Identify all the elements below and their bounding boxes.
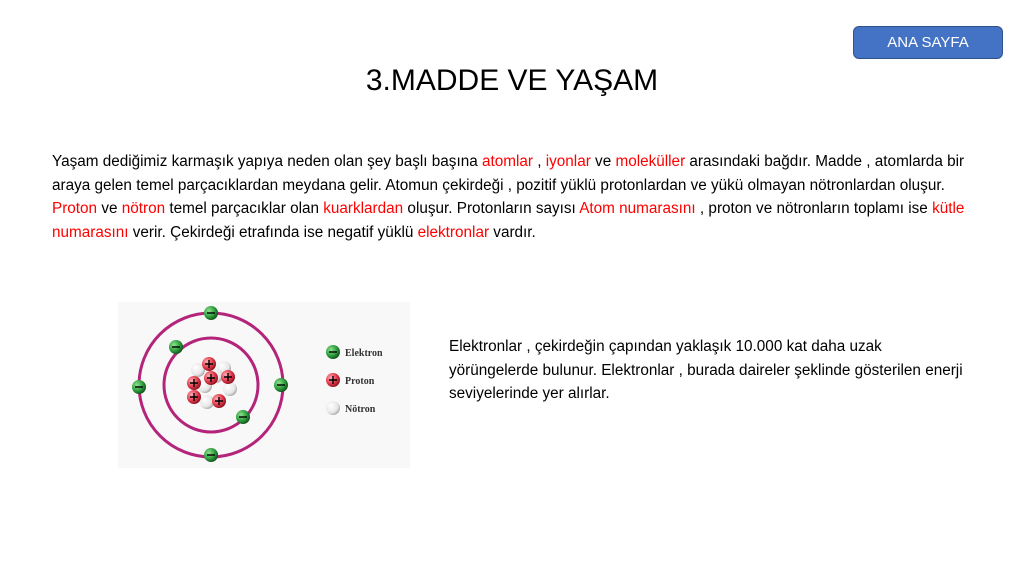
term-atom-numarasi: Atom numarasını xyxy=(579,200,696,217)
electron xyxy=(132,380,146,394)
intro-text: , xyxy=(532,153,546,170)
legend-neutron-icon xyxy=(326,401,340,415)
term-kuarklardan: kuarklardan xyxy=(323,200,404,217)
home-button[interactable]: ANA SAYFA xyxy=(853,26,1003,59)
electron xyxy=(274,378,288,392)
intro-text: Yaşam dediğimiz karmaşık yapıya neden olan şey başlı başına xyxy=(52,153,482,170)
electron xyxy=(169,340,183,354)
intro-text: oluşur. Protonların sayısı xyxy=(403,200,580,217)
legend-electron xyxy=(326,345,383,359)
neutron xyxy=(223,382,237,396)
legend-neutron-label: Nötron xyxy=(345,404,376,415)
intro-text: ve xyxy=(590,153,616,170)
proton xyxy=(212,394,226,408)
intro-text: ve xyxy=(97,200,122,217)
intro-text: verir. Çekirdeği etrafında ise negatif yüklü xyxy=(128,223,418,241)
proton xyxy=(204,371,218,385)
legend-electron-label: Elektron xyxy=(345,348,383,359)
legend-proton-label: Proton xyxy=(345,376,375,387)
term-iyonlar: iyonlar xyxy=(545,153,591,170)
proton xyxy=(202,357,216,371)
atom-diagram xyxy=(118,302,410,468)
intro-text: arasındaki bağdır. Madde , atomlarda bir araya gelen temel parçacıklardan meydana gelir. Atomun çekirdeği , pozitif yüklü protonlardan ve yükü olmayan nötronlardan oluşur. xyxy=(52,153,965,194)
term-atomlar: atomlar xyxy=(481,153,533,170)
electron xyxy=(204,306,218,320)
term-notron: nötron xyxy=(121,200,166,217)
legend-neutron xyxy=(326,401,376,415)
electron xyxy=(204,448,218,462)
proton xyxy=(187,376,201,390)
term-kutle-numarasi: kütle numarasını xyxy=(52,200,965,241)
legend-proton xyxy=(326,373,375,387)
proton xyxy=(187,390,201,404)
page-title: 3.MADDE VE YAŞAM xyxy=(365,64,659,97)
intro-paragraph xyxy=(52,150,987,244)
term-elektronlar: elektronlar xyxy=(417,223,490,241)
intro-text: , proton ve nötronların toplamı ise xyxy=(695,200,933,217)
electron-description: Elektronlar , çekirdeğin çapından yaklaşık 10.000 kat daha uzak yörüngelerde bulunur. Elektronlar , burada daireler şeklinde gösterilen enerji seviyelerinde yer alırlar. xyxy=(449,338,963,402)
neutron xyxy=(200,395,214,409)
term-proton: Proton xyxy=(52,200,98,217)
electron xyxy=(236,410,250,424)
proton xyxy=(221,370,235,384)
intro-text: temel parçacıklar olan xyxy=(165,200,324,217)
intro-text: vardır. xyxy=(489,223,536,241)
term-molekuller: moleküller xyxy=(615,153,686,170)
